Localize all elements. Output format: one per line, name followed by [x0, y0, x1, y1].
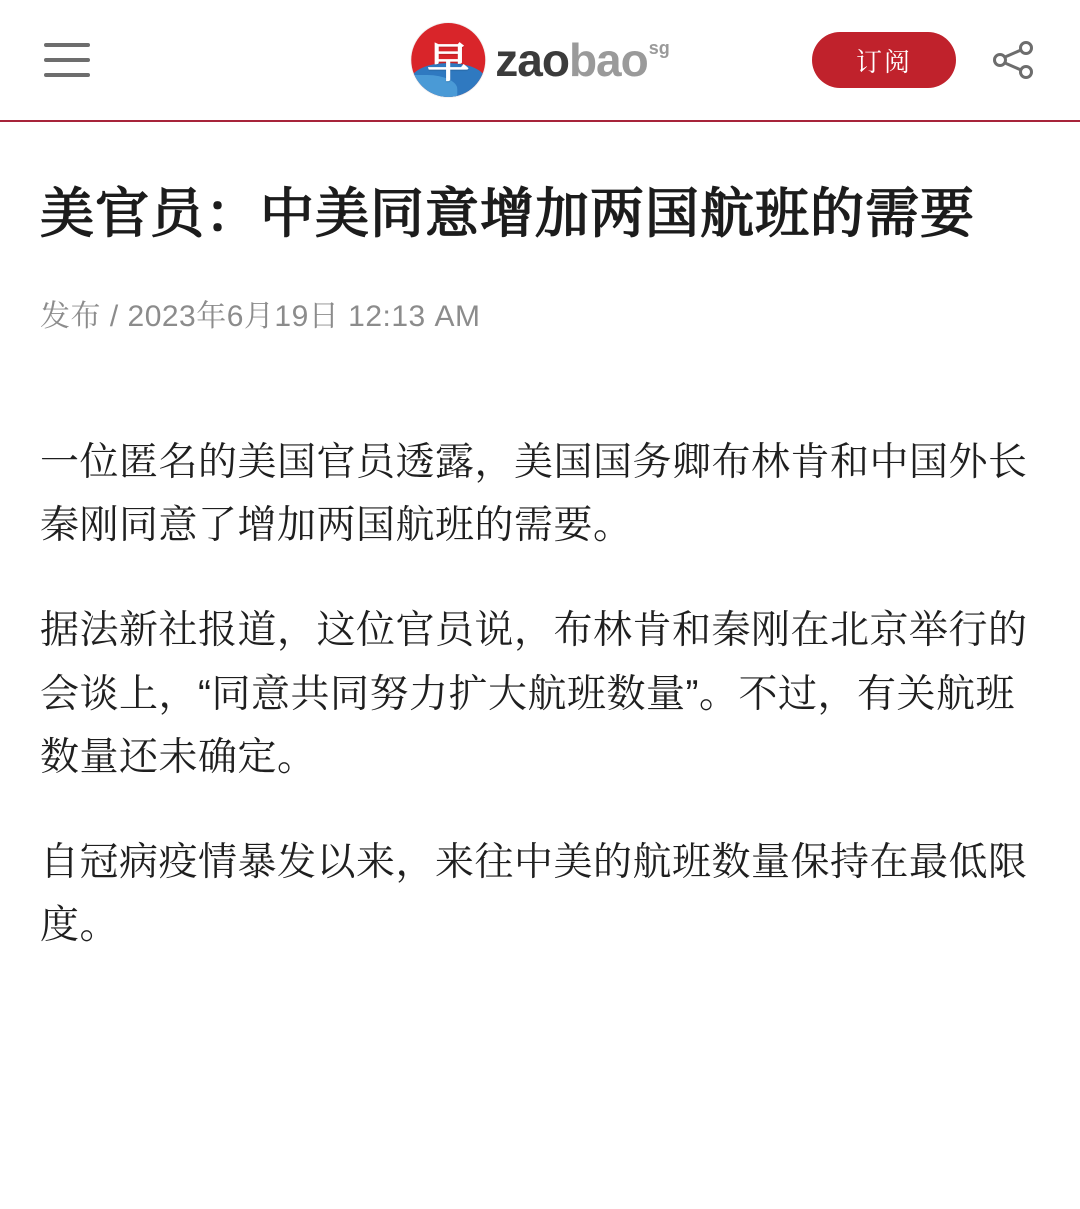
share-icon[interactable]	[988, 35, 1038, 85]
hamburger-bar-1	[44, 43, 90, 47]
subscribe-button[interactable]: 订阅	[812, 32, 956, 88]
logo-word-bao: bao	[568, 34, 648, 86]
hamburger-menu-icon[interactable]	[44, 43, 90, 77]
article-paragraph: 自冠病疫情暴发以来，来往中美的航班数量保持在最低限度。	[40, 840, 1028, 948]
logo-character: 早	[427, 38, 470, 87]
article-publish-meta: 发布 / 2023年6月19日 12:13 AM	[40, 300, 481, 334]
zaobao-logo-mark	[411, 23, 485, 97]
logo-wordmark	[495, 34, 670, 86]
site-header	[0, 0, 1080, 122]
hamburger-bar-3	[44, 73, 90, 77]
article-paragraph: 一位匿名的美国官员透露，美国国务卿布林肯和中国外长秦刚同意了增加两国航班的需要。	[40, 441, 1028, 548]
article-title: 美官员：中美同意增加两国航班的需要	[40, 184, 975, 244]
logo-word-zao: zao	[495, 34, 569, 86]
hamburger-bar-2	[44, 58, 90, 62]
logo-superscript-sg: sg	[648, 38, 670, 58]
article-container	[0, 180, 1080, 957]
site-logo[interactable]	[411, 22, 668, 98]
article-paragraph: 据法新社报道，这位官员说，布林肯和秦刚在北京举行的会谈上，“同意共同努力扩大航班数量”。不过，有关航班数量还未确定。	[40, 609, 1028, 779]
article-body	[40, 431, 1040, 957]
